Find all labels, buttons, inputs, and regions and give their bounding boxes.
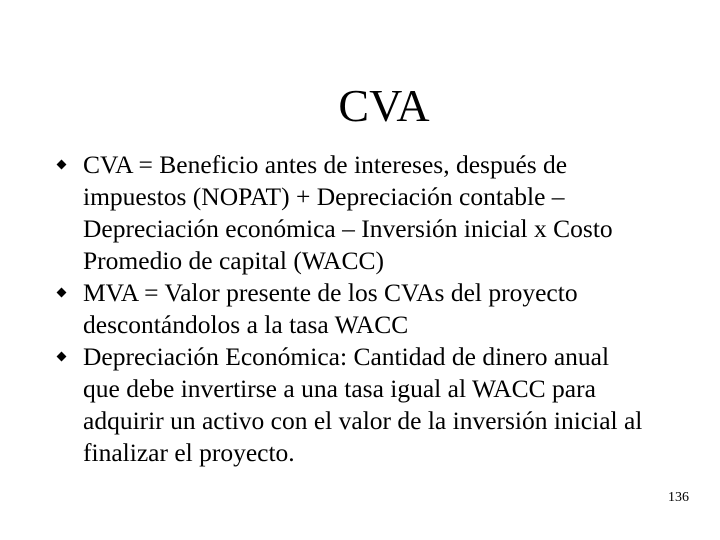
- bullet-text: Depreciación Económica: Cantidad de dinero anual que debe invertirse a una tasa igual al WACC para adquirir un activo con el valor de la inversión inicial al finalizar el proyecto.: [83, 342, 643, 467]
- bullet-item-mva-formula: [52, 277, 652, 341]
- diamond-bullet-icon: [57, 160, 67, 170]
- diamond-bullet-icon: [57, 352, 67, 362]
- bullet-text: MVA = Valor presente de los CVAs del proyecto descontándolos a la tasa WACC: [83, 278, 578, 339]
- diamond-bullet-icon: [57, 288, 67, 298]
- bullet-list: [52, 149, 652, 469]
- bullet-item-cva-formula: [52, 149, 652, 277]
- bullet-text: CVA = Beneficio antes de intereses, después de impuestos (NOPAT) + Depreciación contable – Depreciación económica – Inversión inicial x Costo Promedio de capital (WACC): [83, 150, 613, 275]
- slide-title: CVA: [338, 80, 430, 131]
- bullet-item-economic-depreciation: [52, 341, 652, 469]
- page-number: 136: [668, 490, 689, 505]
